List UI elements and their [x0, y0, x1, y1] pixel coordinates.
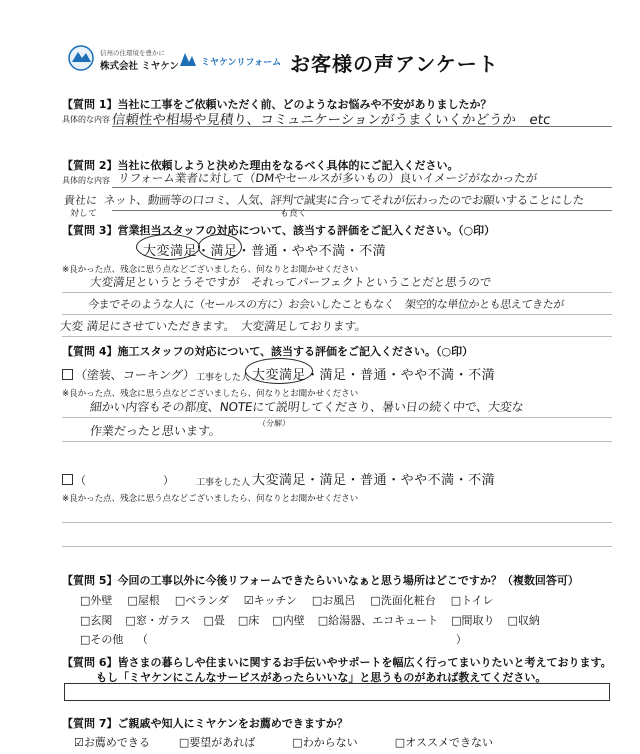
- q5-checkbox: □: [507, 614, 518, 627]
- q4-2-option-satisfied[interactable]: 満足: [319, 473, 347, 488]
- q3-option-dissatisfied[interactable]: 不満: [359, 244, 387, 259]
- company-name: 株式会社 ミヤケン: [100, 61, 179, 72]
- q4-2-option-somewhat-dissatisfied[interactable]: やや不満: [400, 473, 455, 488]
- q4-label: 【質問 4】施工スタッフの対応について、該当する評価をご記入ください。（○印）: [62, 345, 474, 358]
- q5-option-exterior-wall[interactable]: □外壁: [80, 594, 113, 607]
- q4-line-3: [62, 522, 612, 523]
- q5-row-3: [80, 631, 467, 647]
- q4-line-1: [62, 417, 612, 418]
- q3-line-1: [62, 292, 612, 293]
- page-title: お客様の声アンケート: [290, 52, 499, 76]
- q5-row-1: [80, 592, 494, 608]
- q5-option-water-heater[interactable]: □給湯器、エコキュート: [317, 614, 439, 627]
- q4-line-4: [62, 546, 612, 547]
- q5-option-window-glass[interactable]: □窓・ガラス: [125, 614, 191, 627]
- q3-answer-line2[interactable]: 今までそのような人に（セールスの方に）お会いしたこともなく 架空的な単位かとも思えてきたが: [87, 298, 565, 311]
- q5-checkbox: □: [237, 614, 249, 627]
- q3-selection-circle-1: [136, 234, 200, 260]
- q5-checkbox-checked: ☑: [243, 594, 254, 607]
- q7-option-if-requested[interactable]: □要望があれば: [178, 736, 256, 749]
- q5-checkbox: □: [80, 614, 91, 627]
- q2-label: 【質問 2】当社に依頼しようと決めた理由をなるべく具体的にご記入ください。: [62, 159, 459, 172]
- q3-selection-circle-2: [198, 234, 242, 260]
- q7-checkbox-checked: ☑: [74, 736, 84, 749]
- q1-label: 【質問 1】当社に工事をご依頼いただく前、どのようなお悩みや不安がありましたか？: [62, 98, 492, 111]
- q4-line-2: [62, 441, 612, 442]
- q2-answer-line1[interactable]: リフォーム業者に対して（DMやセールスが多いもの）良いイメージがなかったが: [117, 171, 539, 185]
- q5-option-tatami[interactable]: □畳: [203, 614, 225, 627]
- q5-option-floor-plan[interactable]: □間取り: [451, 614, 495, 627]
- q5-option-entrance[interactable]: □玄関: [80, 614, 113, 627]
- q4-blank-work[interactable]: （ ）: [75, 474, 174, 487]
- q4-selection-circle: [245, 358, 313, 384]
- q1-answer[interactable]: 信頼性や相場や見積り、コミュニケーションがうまくいくかどうか etc: [110, 112, 552, 128]
- q7-option-cannot-recommend[interactable]: □オススメできない: [394, 736, 493, 749]
- q5-label: 【質問 5】今回の工事以外に今後リフォームできたらいいなぁと思う場所はどこですか？（複数回答可）: [62, 574, 579, 587]
- q5-option-storage[interactable]: □収納: [507, 614, 540, 627]
- q4-2-option-dissatisfied[interactable]: 不満: [468, 473, 496, 488]
- q5-checkbox: □: [125, 614, 136, 627]
- q5-row-2: [80, 612, 540, 628]
- q3-comment-prompt: ※良かった点、残念に思う点などございましたら、何なりとお聞かせください: [62, 265, 359, 275]
- q1-answer-line: [112, 126, 612, 127]
- q4-1-option-very-satisfied[interactable]: 大変満足: [252, 368, 307, 383]
- q3-option-neutral[interactable]: 普通: [251, 244, 279, 259]
- q2-answer-line1-rule: [112, 187, 612, 188]
- q4-staff-row-2: [62, 472, 174, 488]
- reform-logo-mark: [178, 50, 198, 68]
- q5-checkbox: □: [127, 594, 138, 607]
- q5-checkbox: □: [450, 594, 462, 607]
- q5-option-vanity[interactable]: □洗面化粧台: [370, 594, 436, 607]
- q7-option-recommend[interactable]: ☑お薦めできる: [74, 736, 150, 749]
- q5-option-toilet[interactable]: □トイレ: [450, 594, 494, 607]
- q5-option-floor[interactable]: □床: [237, 614, 260, 627]
- q7-option-unsure[interactable]: □わからない: [292, 736, 358, 749]
- q5-checkbox: □: [370, 594, 381, 607]
- q6-label: 【質問 6】皆さまの暮らしや住まいに関するお手伝いやサポートを幅広く行ってまいりたいと考えております。: [62, 656, 612, 669]
- header: [0, 0, 640, 90]
- q4-1-option-neutral[interactable]: 普通: [360, 368, 388, 383]
- q4-answer-line2[interactable]: 作業だったと思います。: [89, 424, 222, 438]
- q5-option-bath[interactable]: □お風呂: [311, 594, 356, 607]
- q4-rating-scale-1: 大変満足・満足・普通・やや不満・不満: [252, 368, 496, 383]
- q2-answer-prefix2: 対して: [69, 209, 98, 219]
- q5-checkbox: □: [317, 614, 329, 627]
- q4-first-work[interactable]: （塗装、コーキング）: [74, 368, 196, 382]
- q7-checkbox: □: [178, 736, 190, 749]
- q7-checkbox: □: [292, 736, 303, 749]
- q5-checkbox: □: [174, 594, 186, 607]
- q2-answer-prefix: 貴社に: [63, 194, 98, 207]
- q5-other-input[interactable]: （ ）: [136, 633, 467, 646]
- q3-answer-line1[interactable]: 大変満足というとうそですが それってパーフェクトということだと思うので: [89, 275, 493, 289]
- q6-label-2: もし「ミヤケンにこんなサービスがあったらいいな」と思うものがあれば教えてください。: [96, 671, 547, 684]
- q4-staff-2-checkbox[interactable]: [62, 474, 73, 485]
- q2-answer-line2[interactable]: ネット、動画等の口コミ、人気、評判で誠実に合ってそれが伝わったのでお願いすることにした: [103, 193, 585, 207]
- q4-2-option-very-satisfied[interactable]: 大変満足: [252, 473, 307, 488]
- q3-option-somewhat-dissatisfied[interactable]: やや不満: [291, 244, 346, 259]
- q4-2-option-neutral[interactable]: 普通: [360, 473, 388, 488]
- q2-example-label: 具体的な内容: [62, 176, 110, 185]
- q3-option-satisfied[interactable]: 満足: [210, 244, 238, 259]
- q1-example-label: 具体的な内容: [62, 115, 110, 124]
- q5-option-roof[interactable]: □屋根: [127, 594, 160, 607]
- q5-option-kitchen[interactable]: ☑キッチン: [243, 594, 297, 607]
- q5-checkbox: □: [451, 614, 462, 627]
- miyaken-logo-mark: [66, 44, 96, 72]
- q7-label: 【質問 7】ご親戚や知人にミヤケンをお薦めできますか？: [62, 717, 348, 730]
- q4-comment-prompt-2: ※良かった点、残念に思う点などございましたら、何なりとお聞かせください: [62, 494, 359, 504]
- q3-rating-scale: 大変満足・満足・普通・やや不満・不満: [143, 244, 387, 259]
- q5-checkbox: □: [80, 633, 91, 646]
- q5-option-interior-wall[interactable]: □内壁: [272, 614, 305, 627]
- q4-1-option-dissatisfied[interactable]: 不満: [468, 368, 496, 383]
- q3-line-3: [62, 336, 612, 337]
- q5-checkbox: □: [203, 614, 214, 627]
- q5-option-veranda[interactable]: □ベランダ: [174, 594, 229, 607]
- q4-staff-row-1: [62, 366, 195, 383]
- q5-checkbox: □: [272, 614, 283, 627]
- q4-work-label-2: 工事をした人: [196, 478, 251, 488]
- q5-checkbox: □: [311, 594, 323, 607]
- q6-answer-box[interactable]: [64, 683, 610, 701]
- q2-answer-line2-rule: [112, 210, 612, 211]
- q5-checkbox: □: [80, 594, 91, 607]
- q3-line-2: [62, 314, 612, 315]
- q3-answer-line3[interactable]: 大変 満足にさせていただきます。 大変満足しております。: [59, 319, 368, 333]
- q4-comment-prompt-1: ※良かった点、残念に思う点などございましたら、何なりとお聞かせください: [62, 389, 359, 399]
- q2-answer-note: も良く: [279, 209, 308, 219]
- brand-tagline: 信州の住環境を豊かに: [100, 49, 165, 57]
- q7-options: [74, 734, 493, 750]
- q3-option-very-satisfied[interactable]: 大変満足: [143, 244, 198, 259]
- q4-rating-scale-2: 大変満足・満足・普通・やや不満・不満: [252, 473, 496, 488]
- q4-answer-line1[interactable]: 細かい内容もその都度、NOTEにて説明してくださり、暑い日の続く中で、大変な: [89, 400, 525, 414]
- q4-staff-1-checkbox[interactable]: [62, 369, 73, 380]
- q4-1-option-somewhat-dissatisfied[interactable]: やや不満: [400, 368, 455, 383]
- q3-label: 【質問 3】営業担当スタッフの対応について、該当する評価をご記入ください。（○印）: [62, 224, 496, 237]
- q4-work-label-1: 工事をした人: [196, 373, 251, 383]
- q5-option-other[interactable]: □その他: [80, 633, 124, 646]
- reform-brand: ミヤケンリフォーム: [201, 58, 282, 68]
- q7-checkbox: □: [394, 736, 406, 749]
- q4-1-option-satisfied[interactable]: 満足: [319, 368, 347, 383]
- q4-answer-note: （分解）: [257, 419, 291, 428]
